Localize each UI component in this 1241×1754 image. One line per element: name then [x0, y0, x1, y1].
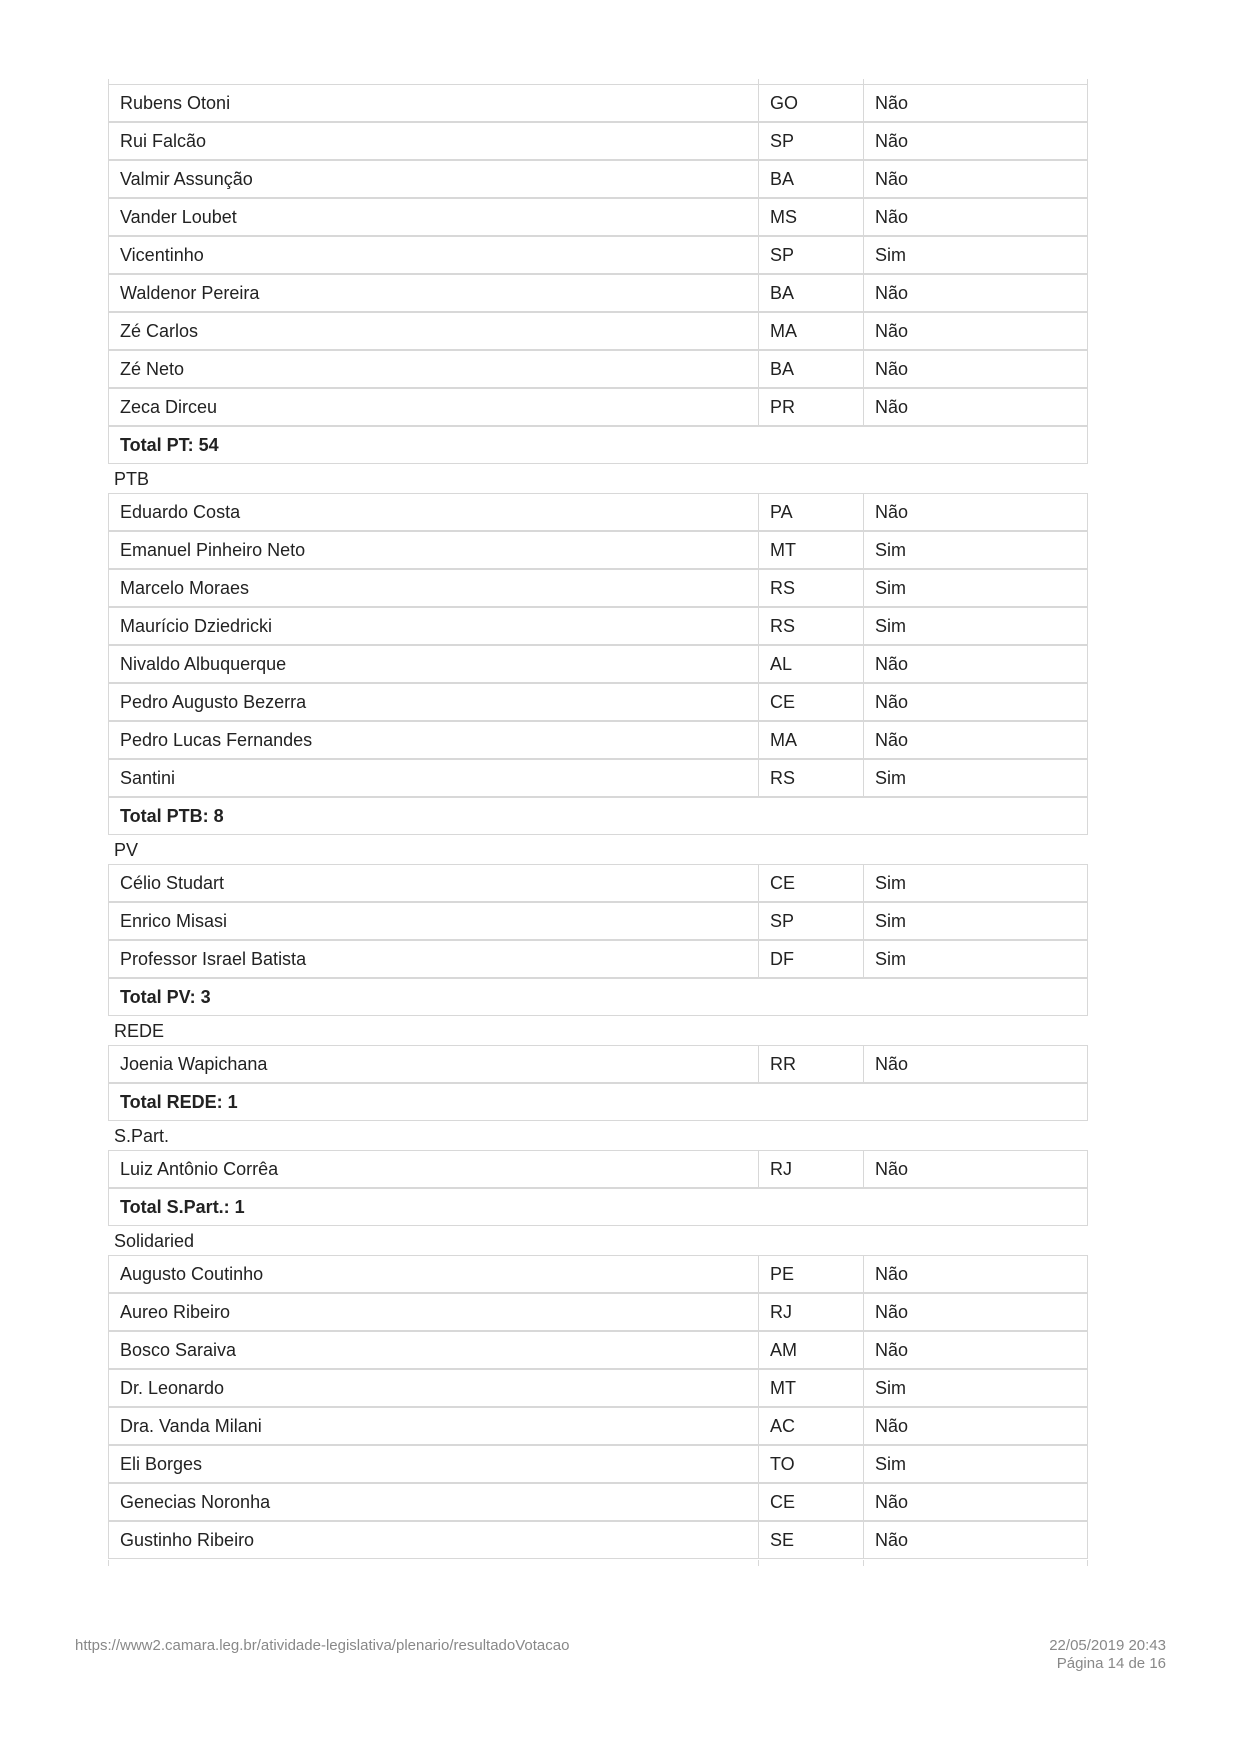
party-total-label: Total REDE: 1 — [108, 1083, 1088, 1121]
state-cell: PE — [758, 1255, 864, 1293]
table-row — [108, 1484, 1088, 1522]
vote-cell: Sim — [863, 569, 1088, 607]
state-cell: GO — [758, 84, 864, 122]
table-row — [108, 1294, 1088, 1332]
vote-cell: Não — [863, 721, 1088, 759]
state-cell: SP — [758, 236, 864, 274]
table-row — [108, 646, 1088, 684]
state-cell: RS — [758, 759, 864, 797]
table-row — [108, 1046, 1088, 1084]
deputy-name-cell: Nivaldo Albuquerque — [108, 645, 759, 683]
state-cell: DF — [758, 940, 864, 978]
table-row — [108, 684, 1088, 722]
deputy-name-cell: Célio Studart — [108, 864, 759, 902]
vote-cell: Não — [863, 1150, 1088, 1188]
party-total-label: Total S.Part.: 1 — [108, 1188, 1088, 1226]
deputy-name-cell: Eli Borges — [108, 1445, 759, 1483]
state-cell: AL — [758, 645, 864, 683]
party-total-row — [108, 1084, 1088, 1122]
deputy-name-cell: Professor Israel Batista — [108, 940, 759, 978]
state-cell: AM — [758, 1331, 864, 1369]
vote-cell: Não — [863, 160, 1088, 198]
vote-cell: Não — [863, 198, 1088, 236]
state-cell: PR — [758, 388, 864, 426]
deputy-name-cell: Enrico Misasi — [108, 902, 759, 940]
state-cell: RS — [758, 569, 864, 607]
party-total-label: Total PTB: 8 — [108, 797, 1088, 835]
state-cell: AC — [758, 1407, 864, 1445]
vote-cell: Sim — [863, 864, 1088, 902]
state-cell: RJ — [758, 1150, 864, 1188]
table-row — [108, 1522, 1088, 1560]
footer-datetime: 22/05/2019 20:43 — [1049, 1637, 1166, 1654]
state-cell: MT — [758, 531, 864, 569]
party-total-row — [108, 427, 1088, 465]
party-heading: PTB — [114, 469, 150, 489]
vote-cell: Sim — [863, 1369, 1088, 1407]
table-row — [108, 275, 1088, 313]
vote-cell: Não — [863, 1331, 1088, 1369]
table-row — [108, 1332, 1088, 1370]
state-cell: MS — [758, 198, 864, 236]
state-cell: PA — [758, 493, 864, 531]
deputy-name-cell: Dra. Vanda Milani — [108, 1407, 759, 1445]
table-row — [108, 1151, 1088, 1189]
party-total-label: Total PV: 3 — [108, 978, 1088, 1016]
vote-cell: Não — [863, 683, 1088, 721]
vote-cell: Não — [863, 122, 1088, 160]
table-row — [108, 313, 1088, 351]
table-row — [108, 389, 1088, 427]
deputy-name-cell: Marcelo Moraes — [108, 569, 759, 607]
vote-cell: Sim — [863, 607, 1088, 645]
vote-cell: Não — [863, 84, 1088, 122]
vote-cell: Sim — [863, 902, 1088, 940]
party-heading: S.Part. — [114, 1126, 170, 1146]
deputy-name-cell: Augusto Coutinho — [108, 1255, 759, 1293]
table-row — [108, 1256, 1088, 1294]
table-bottom-edge — [108, 1560, 1088, 1566]
state-cell: MT — [758, 1369, 864, 1407]
table-row — [108, 570, 1088, 608]
deputy-name-cell: Vander Loubet — [108, 198, 759, 236]
vote-cell: Não — [863, 388, 1088, 426]
state-cell: CE — [758, 683, 864, 721]
vote-cell: Sim — [863, 940, 1088, 978]
table-row — [108, 1446, 1088, 1484]
deputy-name-cell: Zé Carlos — [108, 312, 759, 350]
party-total-label: Total PT: 54 — [108, 426, 1088, 464]
deputy-name-cell: Valmir Assunção — [108, 160, 759, 198]
state-cell: RS — [758, 607, 864, 645]
table-row — [108, 903, 1088, 941]
footer-url: https://www2.camara.leg.br/atividade-legislativa/plenario/resultadoVotacao — [75, 1637, 570, 1654]
vote-cell: Não — [863, 1521, 1088, 1559]
state-cell: RJ — [758, 1293, 864, 1331]
deputy-name-cell: Rubens Otoni — [108, 84, 759, 122]
vote-cell: Não — [863, 493, 1088, 531]
state-cell: RR — [758, 1045, 864, 1083]
vote-cell: Não — [863, 274, 1088, 312]
state-cell: BA — [758, 274, 864, 312]
deputy-name-cell: Vicentinho — [108, 236, 759, 274]
vote-cell: Não — [863, 312, 1088, 350]
party-total-row — [108, 1189, 1088, 1227]
party-heading: Solidaried — [114, 1231, 195, 1251]
state-cell: CE — [758, 864, 864, 902]
table-row — [108, 85, 1088, 123]
state-cell: SP — [758, 122, 864, 160]
table-row — [108, 722, 1088, 760]
vote-cell: Não — [863, 1255, 1088, 1293]
deputy-name-cell: Rui Falcão — [108, 122, 759, 160]
vote-cell: Não — [863, 350, 1088, 388]
state-cell: BA — [758, 350, 864, 388]
deputy-name-cell: Gustinho Ribeiro — [108, 1521, 759, 1559]
table-row — [108, 1370, 1088, 1408]
footer-page-number: Página 14 de 16 — [1056, 1655, 1166, 1672]
vote-cell: Sim — [863, 759, 1088, 797]
vote-cell: Não — [863, 645, 1088, 683]
table-row — [108, 199, 1088, 237]
table-row — [108, 532, 1088, 570]
party-heading: PV — [114, 840, 139, 860]
vote-results-table — [108, 79, 1088, 1566]
state-cell: MA — [758, 721, 864, 759]
table-row — [108, 123, 1088, 161]
vote-cell: Não — [863, 1407, 1088, 1445]
table-row — [108, 161, 1088, 199]
state-cell: MA — [758, 312, 864, 350]
vote-cell: Sim — [863, 1445, 1088, 1483]
deputy-name-cell: Pedro Lucas Fernandes — [108, 721, 759, 759]
party-total-row — [108, 979, 1088, 1017]
deputy-name-cell: Emanuel Pinheiro Neto — [108, 531, 759, 569]
deputy-name-cell: Luiz Antônio Corrêa — [108, 1150, 759, 1188]
table-row — [108, 351, 1088, 389]
deputy-name-cell: Genecias Noronha — [108, 1483, 759, 1521]
party-total-row — [108, 798, 1088, 836]
deputy-name-cell: Waldenor Pereira — [108, 274, 759, 312]
state-cell: CE — [758, 1483, 864, 1521]
table-row — [108, 941, 1088, 979]
table-row — [108, 1408, 1088, 1446]
vote-cell: Não — [863, 1045, 1088, 1083]
deputy-name-cell: Bosco Saraiva — [108, 1331, 759, 1369]
state-cell: TO — [758, 1445, 864, 1483]
vote-cell: Sim — [863, 531, 1088, 569]
party-heading: REDE — [114, 1021, 165, 1041]
deputy-name-cell: Aureo Ribeiro — [108, 1293, 759, 1331]
deputy-name-cell: Santini — [108, 759, 759, 797]
footer-meta — [1049, 1637, 1166, 1673]
table-top-edge — [108, 79, 1088, 85]
table-row — [108, 494, 1088, 532]
table-row — [108, 237, 1088, 275]
state-cell: SP — [758, 902, 864, 940]
vote-cell: Sim — [863, 236, 1088, 274]
deputy-name-cell: Pedro Augusto Bezerra — [108, 683, 759, 721]
vote-cell: Não — [863, 1483, 1088, 1521]
deputy-name-cell: Eduardo Costa — [108, 493, 759, 531]
table-row — [108, 608, 1088, 646]
state-cell: SE — [758, 1521, 864, 1559]
deputy-name-cell: Maurício Dziedricki — [108, 607, 759, 645]
vote-cell: Não — [863, 1293, 1088, 1331]
table-row — [108, 865, 1088, 903]
deputy-name-cell: Dr. Leonardo — [108, 1369, 759, 1407]
state-cell: BA — [758, 160, 864, 198]
table-row — [108, 760, 1088, 798]
deputy-name-cell: Zé Neto — [108, 350, 759, 388]
deputy-name-cell: Zeca Dirceu — [108, 388, 759, 426]
deputy-name-cell: Joenia Wapichana — [108, 1045, 759, 1083]
